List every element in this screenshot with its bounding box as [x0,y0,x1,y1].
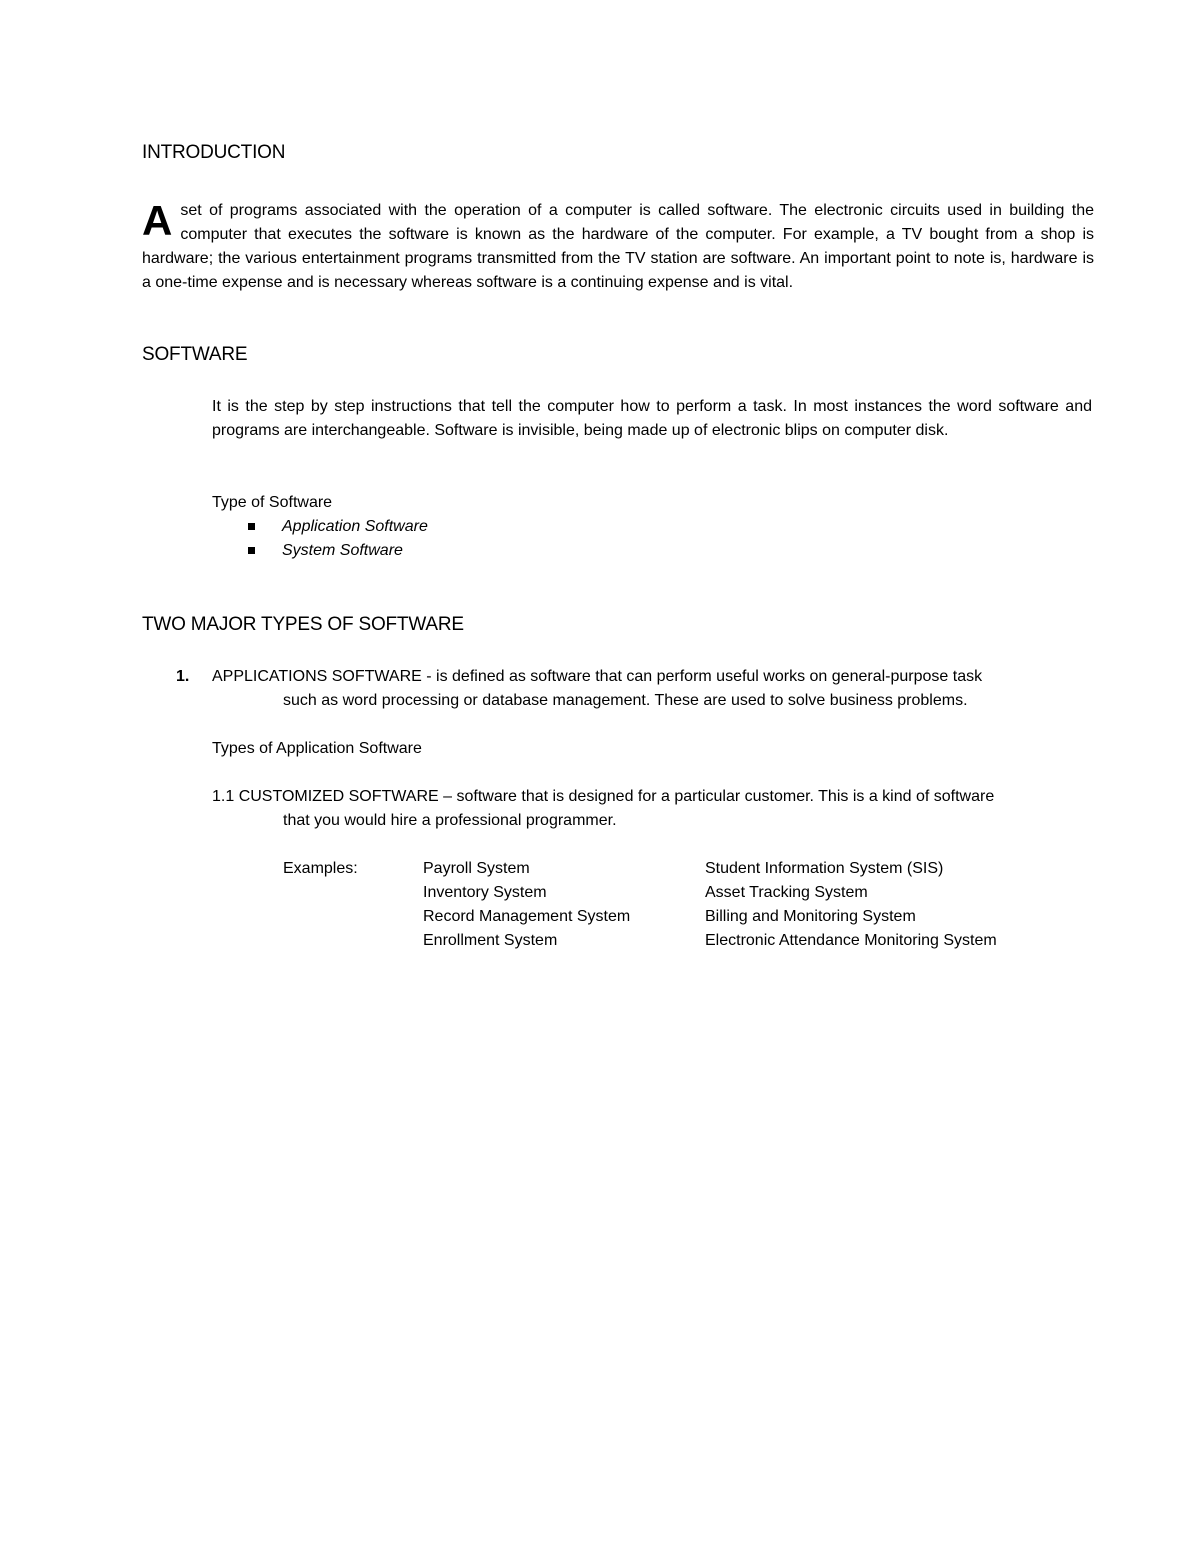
customized-software-item [212,785,994,833]
list-item: Payroll System [423,860,530,877]
examples-label: Examples: [283,860,358,877]
examples-column-2 [705,857,997,953]
applications-line-2: such as word processing or database management. These are used to solve business problems. [283,692,968,709]
introduction-body: set of programs associated with the operation of a computer is called software. The electronic circuits used in building the computer that executes the software is known as the hardware of the computer. For example, a TV bought from a shop is hardware; the various entertainment programs transmitted from the TV station are software. An important point to note is, hardware is a one-time expense and is necessary whereas software is a continuing expense and is vital. [142,202,1094,291]
examples-column-1 [423,857,630,953]
list-item-text: System Software [282,542,403,559]
list-item: Enrollment System [423,932,558,949]
type-of-software-label: Type of Software [212,494,333,511]
major-types-heading: TWO MAJOR TYPES OF SOFTWARE [142,614,464,635]
software-heading: SOFTWARE [142,344,248,365]
types-of-application-label: Types of Application Software [212,740,422,757]
item-number: 1. [176,668,190,685]
list-item: Student Information System (SIS) [705,860,944,877]
square-bullet-icon [248,523,255,530]
customized-line-1: 1.1 CUSTOMIZED SOFTWARE – software that is designed for a particular customer. This is a kind of software [212,788,995,805]
list-item: Electronic Attendance Monitoring System [705,932,997,949]
list-item: Asset Tracking System [705,884,868,901]
list-item: Inventory System [423,884,547,901]
applications-line-1: APPLICATIONS SOFTWARE - is defined as software that can perform useful works on general-purpose task [212,668,983,685]
square-bullet-icon [248,547,255,554]
software-paragraph: It is the step by step instructions that tell the computer how to perform a task. In most instances the word software and programs are interchangeable. Software is invisible, being made up of electronic blips on computer disk. [212,398,1092,439]
drop-cap: A [142,197,173,244]
list-item: Record Management System [423,908,631,925]
introduction-heading: INTRODUCTION [142,142,286,163]
introduction-paragraph [142,199,1094,295]
list-item-text: Application Software [282,518,428,535]
customized-line-2: that you would hire a professional programmer. [283,812,617,829]
list-item: Billing and Monitoring System [705,908,916,925]
